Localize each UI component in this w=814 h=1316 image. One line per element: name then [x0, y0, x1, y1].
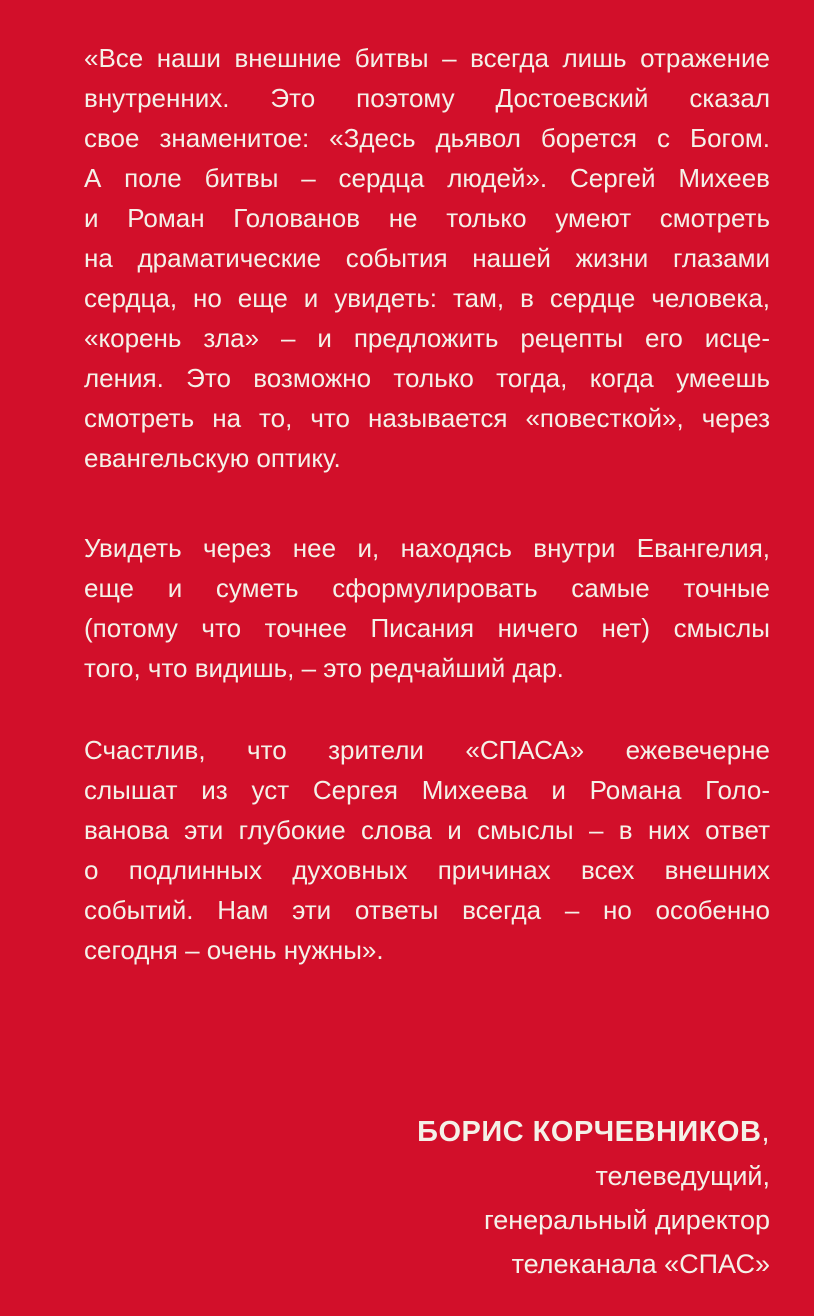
quote-line: Счастлив, что зрители «СПАСА» ежевечерне [84, 735, 770, 765]
quote-line: ления. Это возможно только тогда, когда умеешь [84, 363, 770, 393]
signature-name-comma: , [761, 1116, 770, 1148]
quote-line: сегодня – очень нужны». [84, 935, 384, 965]
quote-line: А поле битвы – сердца людей». Сергей Михеев [84, 163, 770, 193]
signature-name-text: БОРИС КОРЧЕВНИКОВ [417, 1116, 762, 1148]
quote-line: внутренних. Это поэтому Достоевский сказал [84, 83, 770, 113]
signature-block [84, 1110, 770, 1286]
quote-line: Увидеть через нее и, находясь внутри Евангелия, [84, 533, 770, 563]
signature-title: генеральный директор [483, 1205, 770, 1235]
endorsement-quote [84, 38, 770, 970]
quote-line: на драматические события нашей жизни глазами [84, 243, 770, 273]
quote-line: о подлинных духовных причинах всех внешних [84, 855, 770, 885]
signature-title: телеканала «СПАС» [511, 1249, 770, 1279]
signature-title: телеведущий, [595, 1161, 770, 1191]
quote-line: событий. Нам эти ответы всегда – но особенно [84, 895, 770, 925]
quote-line: свое знаменитое: «Здесь дьявол борется с Богом. [84, 123, 770, 153]
quote-paragraph-1 [84, 38, 770, 478]
quote-paragraph-3 [84, 730, 770, 970]
quote-line: ванова эти глубокие слова и смыслы – в них ответ [84, 815, 770, 845]
quote-line: того, что видишь, – это редчайший дар. [84, 653, 564, 683]
quote-line: «корень зла» – и предложить рецепты его исце- [84, 323, 770, 353]
quote-line: смотреть на то, что называется «повесткой», через [84, 403, 770, 433]
quote-line: и Роман Голованов не только умеют смотреть [84, 203, 770, 233]
quote-paragraph-2 [84, 528, 770, 688]
quote-line: (потому что точнее Писания ничего нет) смыслы [84, 613, 770, 643]
signature-name [84, 1110, 770, 1154]
quote-line: слышат из уст Сергея Михеева и Романа Голо- [84, 775, 770, 805]
quote-line: сердца, но еще и увидеть: там, в сердце человека, [84, 283, 770, 313]
quote-line: «Все наши внешние битвы – всегда лишь отражение [84, 43, 770, 73]
quote-line: евангельскую оптику. [84, 443, 341, 473]
quote-line: еще и суметь сформулировать самые точные [84, 573, 770, 603]
